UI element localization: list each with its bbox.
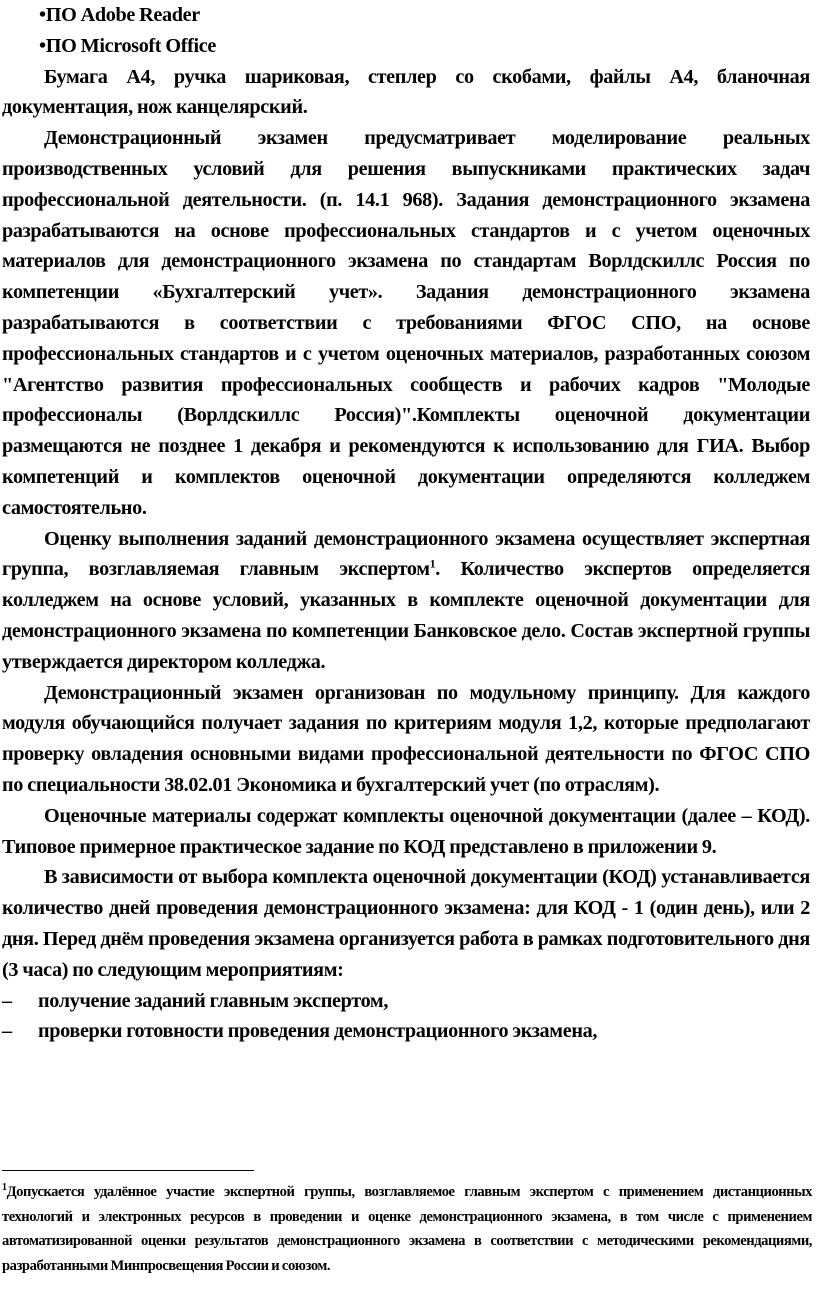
list-item — [2, 986, 810, 1017]
list-item — [2, 1016, 810, 1047]
footnote-separator — [2, 1170, 254, 1171]
paragraph-exam-days: В зависимости от выбора комплекта оценочной документации (КОД) устанавливается количество дней проведения демонстрационного экзамена: для КОД - 1 (один день), или 2 дня. Перед днём проведения экзамена организуется работа в рамках подготовительного дня (3 часа) по следующим мероприятиям: — [2, 866, 810, 981]
paragraph-modular-principle: Демонстрационный экзамен организован по модульному принципу. Для каждого модуля обучающийся получает задания по критериям модуля 1,2, которые предполагают проверку овладения основными видами профессиональной деятельности по ФГОС СПО по специальности 38.02.01 Экономика и бухгалтерский учет (по отраслям). — [2, 681, 810, 796]
expert-group-text-start: Оценку выполнения заданий демонстрационного экзамена осуществляет экспертная группа, возглавляемая главным экспертом — [2, 527, 810, 581]
dash-marker: – — [2, 1020, 12, 1043]
paragraph-materials: Бумага А4, ручка шариковая, степлер со скобами, файлы А4, бланочная документация, нож канцелярский. — [2, 65, 810, 119]
document-body — [2, 0, 810, 1047]
list-item-text: проверки готовности проведения демонстрационного экзамена, — [38, 1020, 598, 1043]
paragraph-assessment-materials: Оценочные материалы содержат комплекты оценочной документации (далее – КОД). Типовое примерное практическое задание по КОД представлено в приложении 9. — [2, 804, 810, 858]
software-item-adobe-reader: •ПО Adobe Reader — [39, 4, 200, 26]
expert-group-text-end: . Количество экспертов определяется колледжем на основе условий, указанных в комплекте оценочной документации для демонстрационного экзамена по компетенции Банковское дело. Состав экспертной группы утверждается директором колледжа. — [2, 558, 810, 673]
software-item-microsoft-office: •ПО Microsoft Office — [39, 34, 216, 57]
footnote-reference: 1 — [429, 556, 436, 571]
paragraph-exam-description: Демонстрационный экзамен предусматривает моделирование реальных производственных условий для решения выпускниками практических задач профессиональной деятельности. (п. 14.1 968). Задания демонстрационного экзамена разрабатываются на основе профессиональных стандартов и с учетом оценочных материалов для демонстрационного экзамена по стандартам Ворлдскиллс Россия по компетенции «Бухгалтерский учет». Задания демонстрационного экзамена разрабатываются в соответствии с требованиями ФГОС СПО, на основе профессиональных стандартов и с учетом оценочных материалов, разработанных союзом "Агентство развития профессиональных сообществ и рабочих кадров "Молодые профессионалы (Ворлдскиллс Россия)".Комплекты оценочной документации размещаются не позднее 1 декабря и рекомендуются к использованию для ГИА. Выбор компетенций и комплектов оценочной документации определяются колледжем самостоятельно. — [2, 127, 810, 519]
list-item-text: получение заданий главным экспертом, — [38, 989, 389, 1012]
footnote — [2, 1180, 812, 1278]
paragraph-expert-group — [2, 524, 810, 678]
footnote-text: Допускается удалённое участие экспертной группы, возглавляемое главным экспертом с применением дистанционных технологий и электронных ресурсов в проведении и оценке демонстрационного экзамена, в том числе с применением автоматизированной оценки результатов демонстрационного экзамена в соответствии с методическими рекомендациями, разработанными Минпросвещения России и союзом. — [2, 1184, 812, 1274]
footnote-number: 1 — [2, 1182, 7, 1194]
dash-marker: – — [2, 989, 12, 1012]
